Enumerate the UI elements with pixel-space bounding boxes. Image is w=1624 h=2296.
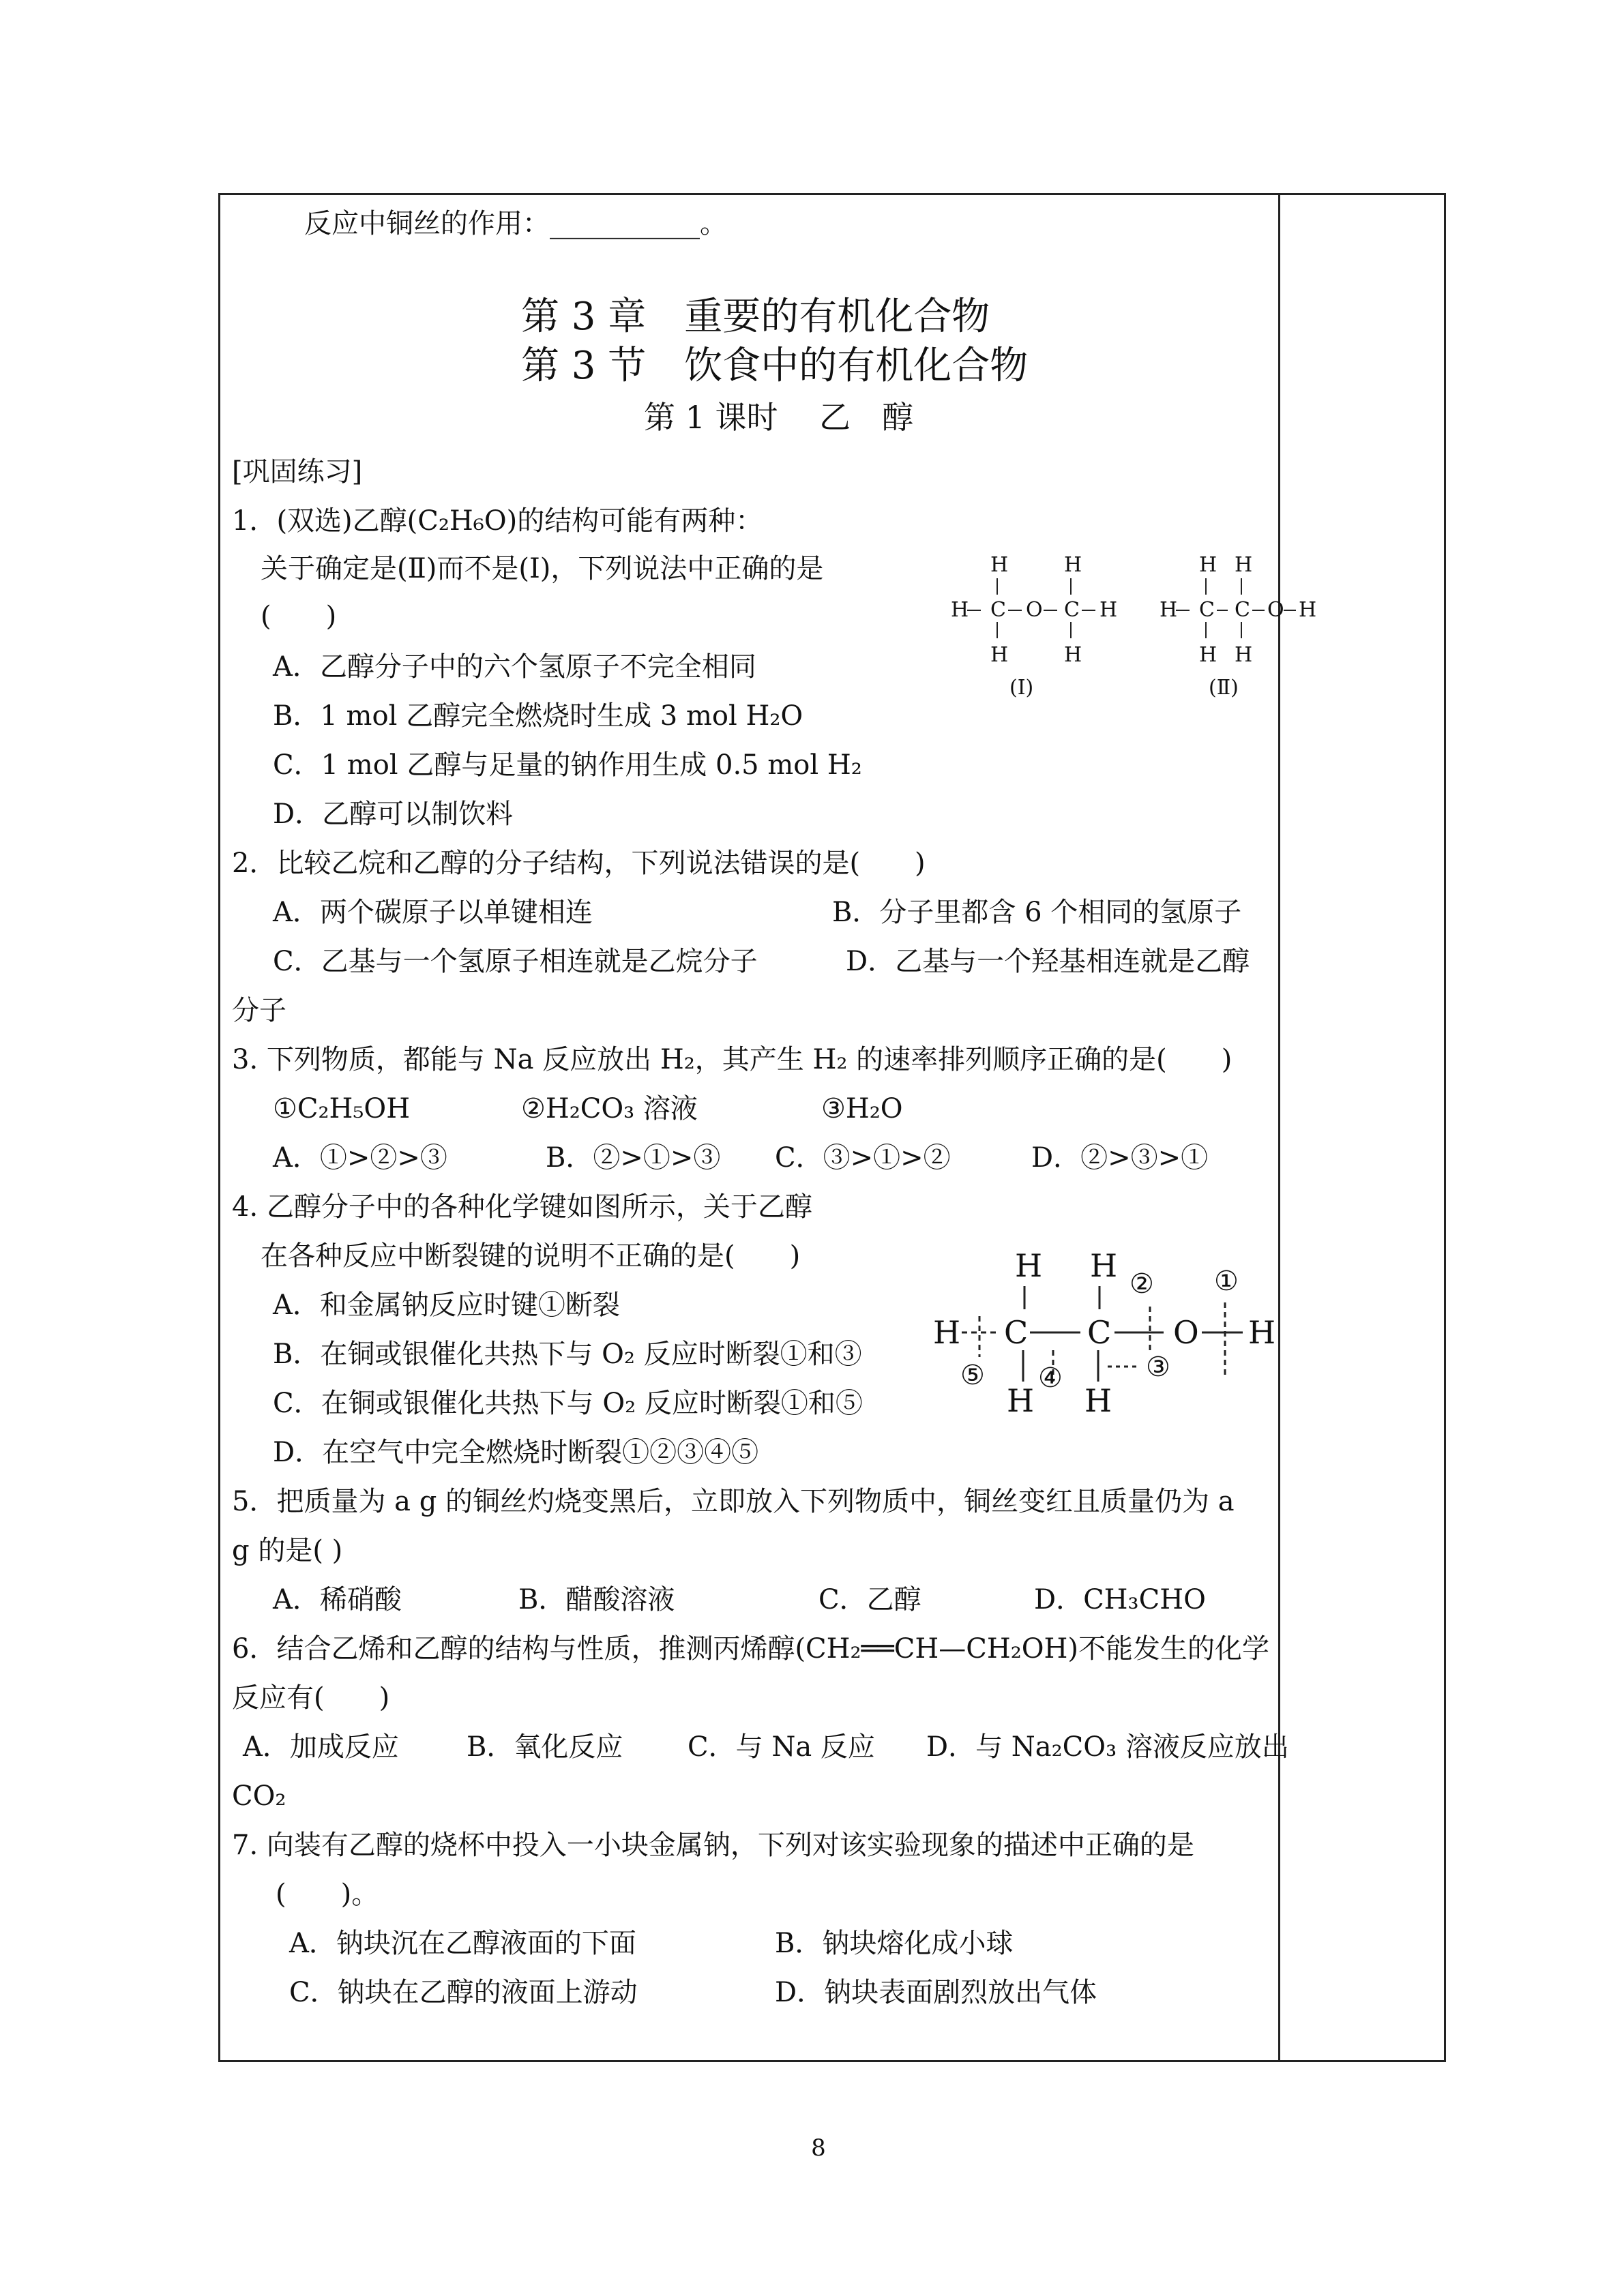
q3-option-a: A．①>②>③ <box>273 1142 447 1174</box>
q3-substance-1: ①C₂H₅OH <box>273 1093 411 1124</box>
q3-substance-3: ③H₂O <box>821 1093 903 1124</box>
svg-text:C: C <box>990 598 1006 622</box>
fig-label-i: (Ⅰ) <box>1009 676 1034 700</box>
svg-text:H: H <box>1099 598 1118 622</box>
q5-stem: 5．把质量为 a g 的铜丝灼烧变黑后，立即放入下列物质中，铜丝变红且质量仍为 a <box>232 1486 1235 1517</box>
q1-option-c: C．1 mol 乙醇与足量的钠作用生成 0.5 mol H₂ <box>273 749 862 781</box>
svg-text:C: C <box>1004 1314 1029 1351</box>
svg-text:H: H <box>990 643 1009 667</box>
svg-text:C: C <box>1064 598 1080 622</box>
q7-option-c: C．钠块在乙醇的液面上游动 <box>289 1977 638 2008</box>
svg-text:H: H <box>1064 643 1082 667</box>
q5-option-c: C．乙醇 <box>818 1584 921 1615</box>
q1-option-d: D．乙醇可以制饮料 <box>273 799 514 830</box>
q1-option-a: A．乙醇分子中的六个氢原子不完全相同 <box>273 651 756 683</box>
q3-option-d: D．②>③>① <box>1031 1142 1209 1174</box>
fig-label-ii: (Ⅱ) <box>1209 676 1239 700</box>
q1-stem-2: 关于确定是(Ⅱ)而不是(Ⅰ)，下列说法中正确的是 <box>261 553 824 584</box>
q2-option-d: D．乙基与一个羟基相连就是乙醇 <box>846 946 1250 977</box>
q6-option-a: A．加成反应 <box>243 1731 399 1763</box>
q4-stem-2: 在各种反应中断裂键的说明不正确的是( ) <box>261 1240 801 1272</box>
bond-3-label: ③ <box>1146 1352 1170 1383</box>
svg-text:H: H <box>1199 553 1217 577</box>
q5-option-d: D．CH₃CHO <box>1034 1584 1206 1615</box>
svg-text:H: H <box>990 553 1009 577</box>
q6-option-d-wrap: CO₂ <box>232 1780 286 1812</box>
q4-option-d: D．在空气中完全燃烧时断裂①②③④⑤ <box>273 1437 759 1468</box>
svg-text:H: H <box>1007 1382 1035 1419</box>
q6-stem: 6．结合乙烯和乙醇的结构与性质，推测丙烯醇(CH₂══CH—CH₂OH)不能发生的化学 <box>232 1633 1270 1665</box>
chapter-title: 第 3 章 重要的有机化合物 <box>521 295 990 339</box>
practice-label: [巩固练习] <box>232 456 363 488</box>
q7-option-a: A．钠块沉在乙醇液面的下面 <box>289 1928 636 1959</box>
svg-text:C: C <box>1087 1314 1112 1351</box>
intro-line: 反应中铜丝的作用：___________。 <box>304 208 727 239</box>
svg-text:H: H <box>1084 1382 1112 1419</box>
q6-option-c: C．与 Na 反应 <box>688 1731 875 1763</box>
svg-text:C: C <box>1199 598 1215 622</box>
q6-option-b: B．氧化反应 <box>467 1731 623 1763</box>
q5-option-a: A．稀硝酸 <box>273 1584 402 1615</box>
svg-text:H: H <box>1015 1247 1043 1284</box>
bond-1-label: ① <box>1214 1266 1239 1297</box>
svg-text:H: H <box>1235 643 1253 667</box>
svg-text:O: O <box>1173 1314 1199 1351</box>
svg-text:O: O <box>1026 598 1043 622</box>
q4-option-c: C．在铜或银催化共热下与 O₂ 反应时断裂①和⑤ <box>273 1388 863 1419</box>
q5-option-b: B．醋酸溶液 <box>518 1584 675 1615</box>
q3-stem: 3. 下列物质，都能与 Na 反应放出 H₂，其产生 H₂ 的速率排列顺序正确的是( ) <box>232 1044 1232 1075</box>
svg-text:H: H <box>933 1314 961 1351</box>
structure-i <box>951 553 1117 700</box>
q4-option-a: A．和金属钠反应时键①断裂 <box>273 1289 620 1321</box>
margin-column-divider <box>1278 193 1280 2062</box>
svg-text:H: H <box>951 598 969 622</box>
q3-substance-2: ②H₂CO₃ 溶液 <box>521 1093 698 1124</box>
q2-option-b: B．分子里都含 6 个相同的氢原子 <box>832 897 1242 928</box>
q6-option-d: D．与 Na₂CO₃ 溶液反应放出 <box>926 1731 1289 1763</box>
svg-text:H: H <box>1235 553 1253 577</box>
lesson-title: 第 1 课时 乙 醇 <box>644 399 914 436</box>
q1-option-b: B．1 mol 乙醇完全燃烧时生成 3 mol H₂O <box>273 700 803 732</box>
q2-option-d-wrap: 分子 <box>232 995 286 1026</box>
svg-text:H: H <box>1199 643 1217 667</box>
q2-stem: 2．比较乙烷和乙醇的分子结构，下列说法错误的是( ) <box>232 848 926 879</box>
q3-option-c: C．③>①>② <box>775 1142 951 1174</box>
bond-4-label: ④ <box>1038 1362 1063 1394</box>
svg-text:H: H <box>1160 598 1178 622</box>
q4-stem: 4. 乙醇分子中的各种化学键如图所示，关于乙醇 <box>232 1191 812 1223</box>
section-title: 第 3 节 饮食中的有机化合物 <box>521 344 1029 388</box>
q7-paren: ( )。 <box>276 1879 379 1910</box>
q2-option-a: A．两个碳原子以单键相连 <box>273 897 593 928</box>
svg-text:H: H <box>1299 598 1317 622</box>
q1-stem: 1．(双选)乙醇(C₂H₆O)的结构可能有两种： <box>232 505 763 537</box>
q5-stem-2: g 的是( ) <box>232 1535 343 1566</box>
q4-ethanol-bond-diagram <box>928 1241 1282 1425</box>
q3-option-b: B．②>①>③ <box>546 1142 721 1174</box>
q1-paren: ( ) <box>261 601 337 632</box>
svg-text:O: O <box>1267 598 1284 622</box>
svg-text:C: C <box>1235 598 1250 622</box>
structure-ii <box>1160 553 1316 700</box>
q7-stem: 7. 向装有乙醇的烧杯中投入一小块金属钠，下列对该实验现象的描述中正确的是 <box>232 1830 1194 1861</box>
page-number: 8 <box>811 2134 826 2162</box>
svg-text:H: H <box>1248 1314 1276 1351</box>
q6-stem-2: 反应有( ) <box>232 1682 390 1714</box>
q2-option-c: C．乙基与一个氢原子相连就是乙烷分子 <box>273 946 758 977</box>
q7-option-d: D．钠块表面剧烈放出气体 <box>775 1977 1097 2008</box>
q4-option-b: B．在铜或银催化共热下与 O₂ 反应时断裂①和③ <box>273 1339 862 1370</box>
bond-5-label: ⑤ <box>960 1360 985 1391</box>
svg-text:H: H <box>1090 1247 1118 1284</box>
q1-structure-figure <box>941 546 1337 709</box>
bond-2-label: ② <box>1130 1268 1154 1300</box>
svg-text:H: H <box>1064 553 1082 577</box>
q7-option-b: B．钠块熔化成小球 <box>775 1928 1014 1959</box>
